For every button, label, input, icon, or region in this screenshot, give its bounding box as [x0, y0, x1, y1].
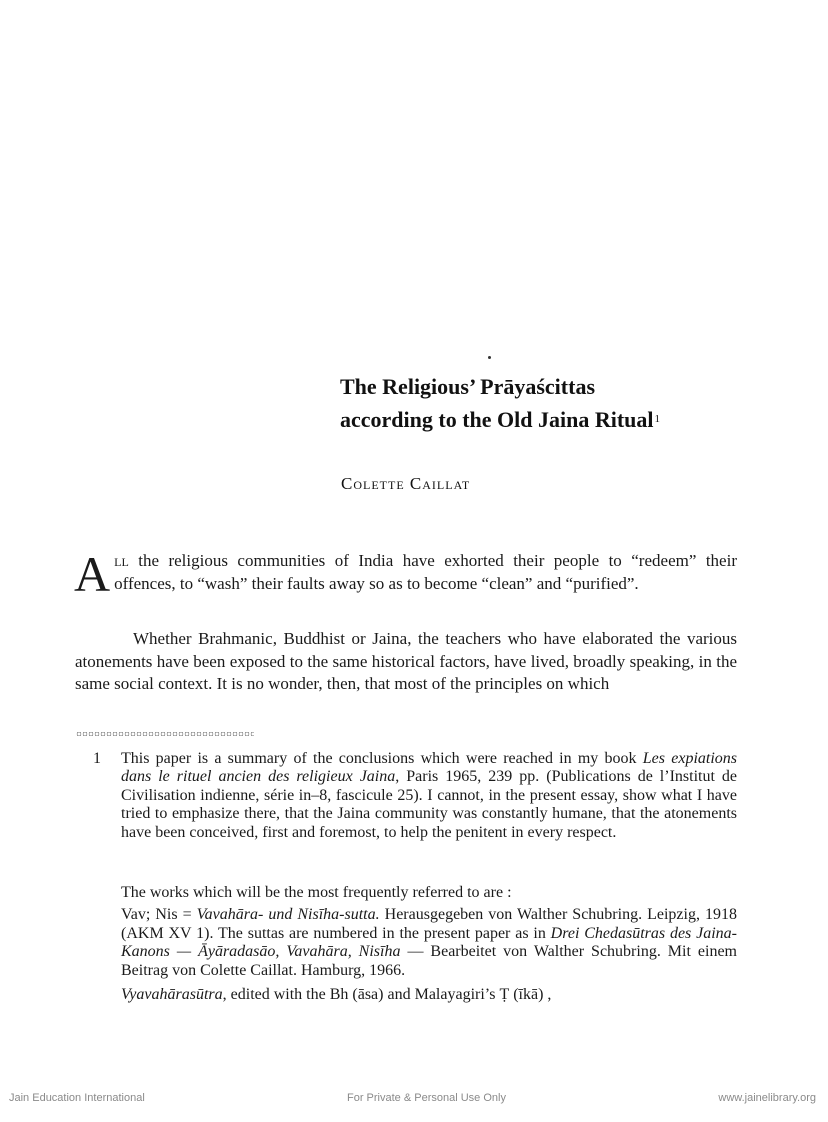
- title-line-2: according to the Old Jaina Ritual$^1$: [340, 407, 661, 432]
- book-title: Les expiations dans le rituel ancien des religieux Jaina: [121, 750, 738, 786]
- printer-mark: [488, 356, 491, 359]
- works-intro: The works which will be the most frequently referred to are :: [121, 884, 512, 901]
- footer-publisher: Jain Education International: [9, 1092, 145, 1104]
- paragraph-2: Whether Brahmanic, Buddhist or Jaina, the teachers who have elaborated the various atonements have been exposed to the same historical factors, have lived, broadly speaking, in the same social context. It is no wonder, then, that most of the principles on which: [75, 629, 737, 693]
- paragraph-1: [74, 546, 737, 602]
- paragraph-1-text: the religious communities of India have exhorted their people to “redeem” their offences, to “wash” their faults away so as to become “clean” and “purified”.: [114, 551, 737, 593]
- footnote-number: 1: [93, 750, 101, 767]
- footer-website[interactable]: www.jainelibrary.org: [718, 1092, 816, 1104]
- reference-vav-nis: Vav; Nis = Vavahāra- und Nisīha-sutta. Herausgegeben von Walther Schubring. Leipzig, 1918 (AKM XV 1). The suttas are numbered in the present paper as in Drei Chedasūtras des Jaina-Kanons — Āyāradasāo, Vavahāra, Nisīha — Bearbeitet von Walther Schubring. Mit einem Beitrag von Colette Caillat. Hamburg, 1966.: [121, 906, 738, 979]
- footer-usage-note: For Private & Personal Use Only: [347, 1092, 506, 1104]
- drop-cap: A: [74, 546, 111, 602]
- paragraph-1-lead: ll: [114, 551, 129, 570]
- title-footnote-ref[interactable]: 1: [654, 413, 661, 425]
- title-line-1: The Religious’ Prāyaścittas: [340, 374, 596, 399]
- footnote-separator: [76, 732, 254, 736]
- author-name: Colette Caillat: [341, 474, 471, 493]
- article-title: [340, 371, 800, 436]
- footnote-paragraph-1: This paper is a summary of the conclusions which were reached in my book Les expiations dans le rituel ancien des religieux Jaina, Paris 1965, 239 pp. (Publications de l’Institut de Civilisation indienne, série in–8, fascicule 25). I cannot, in the present essay, show what I have tried to emphasize there, that the Jaina community was constantly humane, that the atonements have been conceived, first and foremost, to help the penitent in every respect.: [121, 750, 738, 841]
- reference-vyavaharasutra: Vyavahārasūtra, edited with the Bh (āsa) and Malayagiri’s Ṭ (īkā) ,: [121, 986, 552, 1004]
- footnote-references: [121, 884, 737, 1004]
